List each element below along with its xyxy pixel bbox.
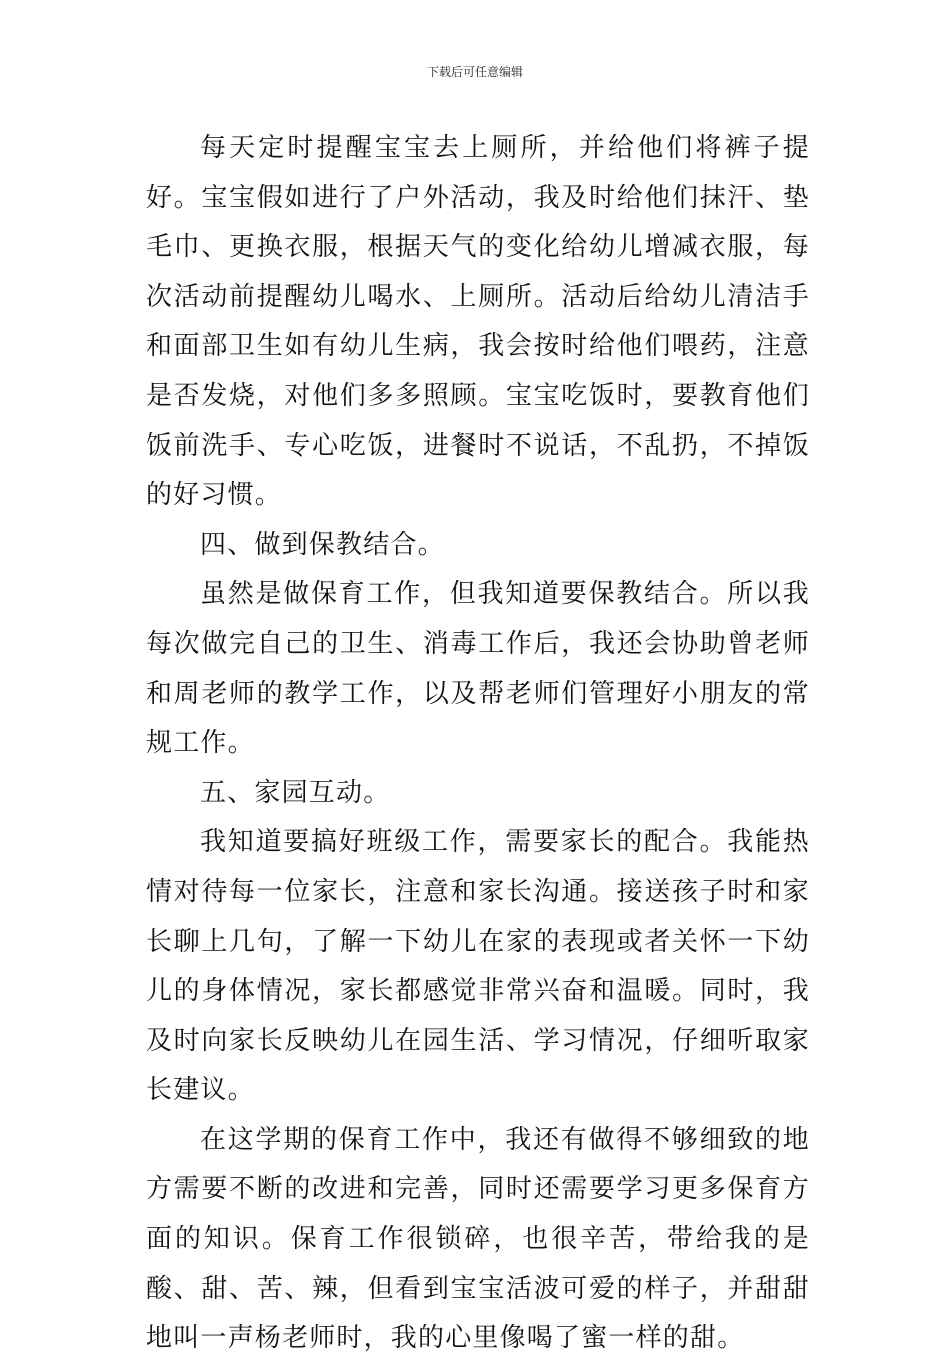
paragraph-home-school-interaction: 我知道要搞好班级工作，需要家长的配合。我能热情对待每一位家长，注意和家长沟通。接送孩子时和家长聊上几句，了解一下幼儿在家的表现或者关怀一下幼儿的身体情况，家长都感觉非常兴奋和温暖。同时，我及时向家长反映幼儿在园生活、学习情况，仔细听取家长建议。 — [146, 827, 810, 1106]
paragraph-daily-care: 每天定时提醒宝宝去上厕所，并给他们将裤子提好。宝宝假如进行了户外活动，我及时给他们抹汗、垫毛巾、更换衣服，根据天气的变化给幼儿增减衣服，每次活动前提醒幼儿喝水、上厕所。活动后给幼儿清洁手和面部卫生如有幼儿生病，我会按时给他们喂药，注意是否发烧，对他们多多照顾。宝宝吃饭时，要教育他们饭前洗手、专心吃饭，进餐时不说话，不乱扔，不掉饭的好习惯。 — [146, 133, 810, 511]
document-body — [146, 124, 810, 1364]
paragraph-care-and-education: 虽然是做保育工作，但我知道要保教结合。所以我每次做完自己的卫生、消毒工作后，我还会协助曾老师和周老师的教学工作，以及帮老师们管理好小朋友的常规工作。 — [146, 579, 810, 759]
page-header-note: 下载后可任意编辑 — [426, 65, 523, 79]
paragraph-conclusion: 在这学期的保育工作中，我还有做得不够细致的地方需要不断的改进和完善，同时还需要学习更多保育方面的知识。保育工作很锁碎，也很辛苦，带给我的是酸、甜、苦、辣，但看到宝宝活波可爱的样子，并甜甜地叫一声杨老师时，我的心里像喝了蜜一样的甜。 — [146, 1124, 810, 1354]
section-heading-care-and-education: 四、做到保教结合。 — [200, 529, 445, 560]
section-heading-home-school-interaction: 五、家园互动。 — [200, 777, 391, 808]
